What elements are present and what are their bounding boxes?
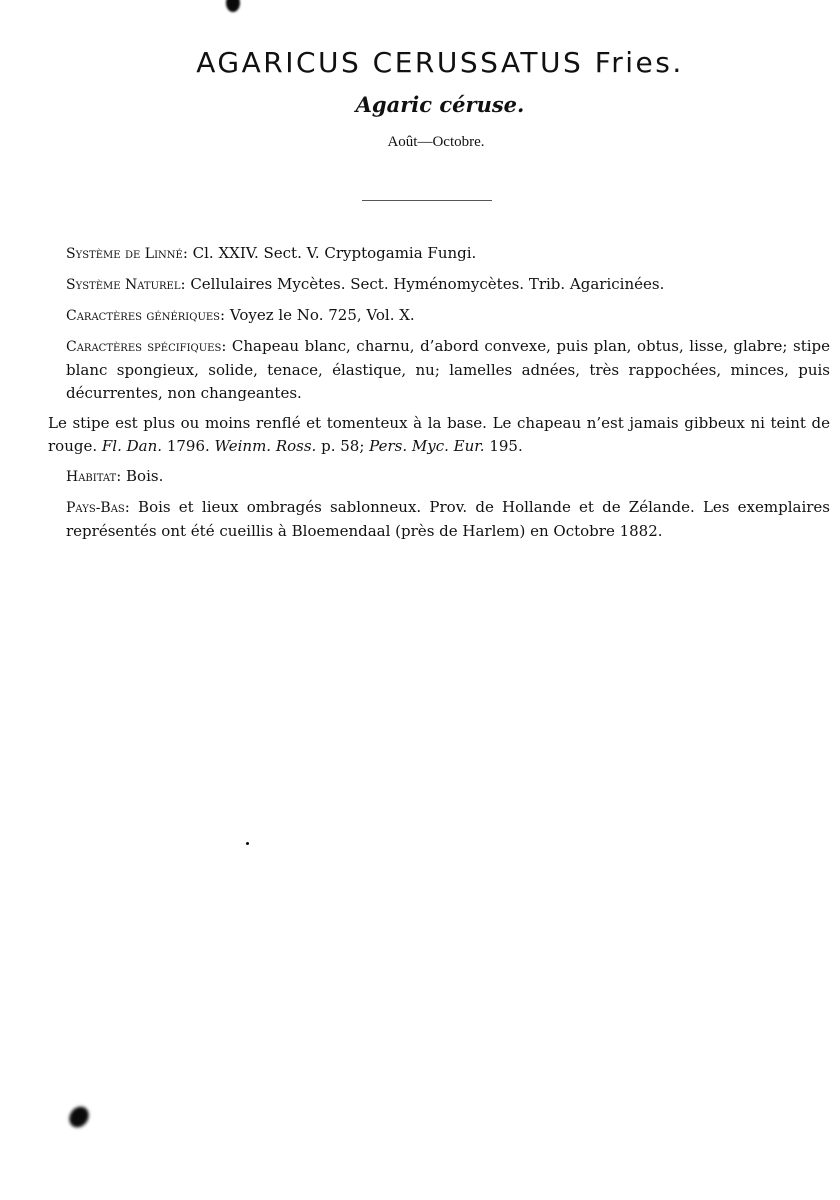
entry-label: Caractères spécifiques <box>66 339 222 355</box>
season-range: Août—Octobre. <box>387 134 485 150</box>
entry-habitat: Habitat: Bois. <box>66 467 164 485</box>
entry-text: Bois et lieux ombragés sablonneux. Prov. de Hollande et de Zélande. Les exemplaires représentés ont été cueillis à Bloemendaal (près de Harlem) en Octobre 1882. <box>66 498 831 540</box>
entry-text: Le stipe est plus ou moins renflé et tomenteux à la base. Le chapeau n’est jamais gibbeux ni teint de rouge. <box>48 414 830 455</box>
entry-stipe-note <box>48 412 830 458</box>
entry-linne: Système de Linné: Cl. XXIV. Sect. V. Cryptogamia Fungi. <box>66 244 477 262</box>
reference-title: Fl. Dan. <box>101 437 163 455</box>
entry-label: Système de Linné <box>66 246 183 262</box>
ink-speck <box>246 842 249 845</box>
reference-value: p. 58; <box>321 437 365 455</box>
entry-label: Caractères génériques <box>66 308 221 324</box>
reference-title: Pers. Myc. Eur. <box>369 437 485 455</box>
entry-text: Chapeau blanc, charnu, d’abord convexe, puis plan, obtus, lisse, glabre; stipe blanc spongieux, solide, tenace, élastique, nu; lamelles adnées, très rappochées, minces, puis décurrentes, non changeantes. <box>66 337 830 402</box>
description-body <box>48 242 830 550</box>
ink-spot <box>226 0 240 12</box>
entry-naturel: Système Naturel: Cellulaires Mycètes. Sect. Hyménomycètes. Trib. Agaricinées. <box>66 275 665 293</box>
entry-text: Bois. <box>126 467 164 485</box>
entry-label: Système Naturel <box>66 277 181 293</box>
entry-pays-bas: Pays-Bas: Bois et lieux ombragés sablonneux. Prov. de Hollande et de Zélande. Les exemplaires représentés ont été cueillis à Bloemendaal (près de Harlem) en Octobre 1882. <box>66 498 831 540</box>
reference-value: 195. <box>489 437 523 455</box>
entry-text: Cellulaires Mycètes. Sect. Hyménomycètes. Trib. Agaricinées. <box>190 275 665 293</box>
section-divider <box>362 200 492 201</box>
ink-spot <box>65 1103 92 1131</box>
reference-value: 1796. <box>166 437 210 455</box>
entry-generiques: Caractères génériques: Voyez le No. 725, Vol. X. <box>66 306 415 324</box>
reference-title: Weinm. Ross. <box>214 437 317 455</box>
entry-text: Cl. XXIV. Sect. V. Cryptogamia Fungi. <box>192 244 477 262</box>
common-name: Agaric céruse. <box>355 92 525 117</box>
entry-label: Pays-Bas <box>66 500 125 516</box>
entry-label: Habitat <box>66 469 117 485</box>
entry-text: Voyez le No. 725, Vol. X. <box>229 306 415 324</box>
entry-specifiques: Caractères spécifiques: Chapeau blanc, charnu, d’abord convexe, puis plan, obtus, lisse, glabre; stipe blanc spongieux, solide, tenace, élastique, nu; lamelles adnées, très rappochées, minces, puis décurrentes, non changeantes. <box>66 337 830 402</box>
species-title: AGARICUS CERUSSATUS Fries. <box>196 46 684 79</box>
